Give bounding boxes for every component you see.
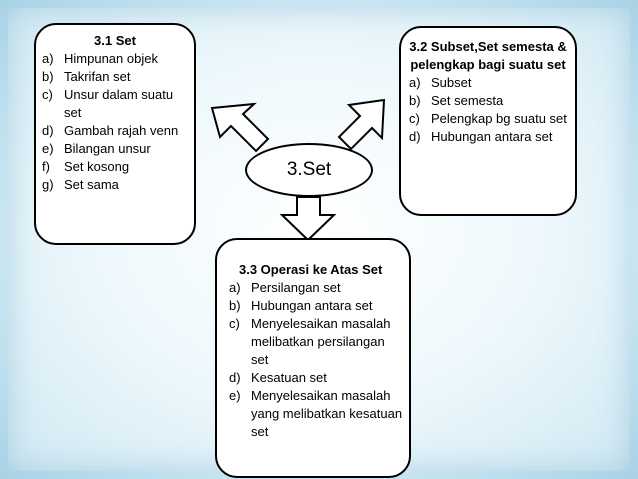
list-item bbox=[42, 140, 188, 158]
list-marker: a) bbox=[409, 75, 421, 90]
box-title: 3.3 Operasi ke Atas Set bbox=[239, 262, 383, 277]
list-item bbox=[229, 369, 403, 387]
arrow-to-box3 bbox=[282, 197, 334, 240]
box-title: 3.2 Subset,Set semesta & pelengkap bagi suatu set bbox=[409, 39, 567, 72]
item-list bbox=[409, 74, 567, 146]
list-item bbox=[229, 297, 403, 315]
item-list bbox=[229, 279, 403, 441]
list-marker: b) bbox=[229, 298, 241, 313]
list-text: Himpunan objek bbox=[64, 51, 158, 66]
arrow-to-box1 bbox=[212, 104, 268, 151]
list-item bbox=[42, 158, 188, 176]
list-text: Set sama bbox=[64, 177, 119, 192]
list-item bbox=[409, 92, 567, 110]
list-item bbox=[42, 68, 188, 86]
list-marker: d) bbox=[42, 123, 54, 138]
list-text: Hubungan antara set bbox=[251, 298, 373, 313]
list-text: Unsur dalam suatu set bbox=[64, 87, 174, 120]
list-item bbox=[229, 315, 403, 369]
list-text: Takrifan set bbox=[64, 69, 131, 84]
list-item bbox=[42, 176, 188, 194]
list-marker: d) bbox=[409, 129, 421, 144]
list-item bbox=[229, 387, 403, 441]
list-text: Bilangan unsur bbox=[64, 141, 151, 156]
list-item bbox=[42, 86, 188, 122]
arrow-to-box2 bbox=[339, 100, 384, 149]
item-list bbox=[42, 50, 188, 194]
list-text: Gambah rajah venn bbox=[64, 123, 179, 138]
list-item bbox=[42, 122, 188, 140]
list-text: Persilangan set bbox=[251, 280, 341, 295]
list-text: Set semesta bbox=[431, 93, 504, 108]
list-item bbox=[409, 110, 567, 128]
list-item bbox=[409, 74, 567, 92]
list-marker: e) bbox=[229, 388, 241, 403]
list-marker: a) bbox=[229, 280, 241, 295]
list-marker: b) bbox=[42, 69, 54, 84]
list-item bbox=[409, 128, 567, 146]
list-text: Menyelesaikan masalah yang melibatkan kesatuan set bbox=[251, 388, 403, 439]
list-text: Subset bbox=[431, 75, 472, 90]
list-item bbox=[42, 50, 188, 68]
topic-box-set bbox=[34, 23, 196, 245]
list-text: Hubungan antara set bbox=[431, 129, 553, 144]
list-marker: b) bbox=[409, 93, 421, 108]
topic-box-subset bbox=[399, 26, 577, 216]
center-node bbox=[245, 143, 373, 197]
list-marker: f) bbox=[42, 159, 50, 174]
box-title: 3.1 Set bbox=[94, 33, 136, 48]
list-marker: g) bbox=[42, 177, 54, 192]
list-item bbox=[229, 279, 403, 297]
list-marker: a) bbox=[42, 51, 54, 66]
list-text: Kesatuan set bbox=[251, 370, 327, 385]
list-marker: c) bbox=[229, 316, 240, 331]
list-marker: d) bbox=[229, 370, 241, 385]
list-marker: c) bbox=[42, 87, 53, 102]
list-text: Set kosong bbox=[64, 159, 130, 174]
topic-box-operasi bbox=[215, 238, 411, 478]
list-text: Pelengkap bg suatu set bbox=[431, 111, 567, 126]
list-marker: c) bbox=[409, 111, 420, 126]
list-marker: e) bbox=[42, 141, 54, 156]
list-text: Menyelesaikan masalah melibatkan persilangan set bbox=[251, 316, 391, 367]
center-label: 3.Set bbox=[286, 159, 332, 180]
